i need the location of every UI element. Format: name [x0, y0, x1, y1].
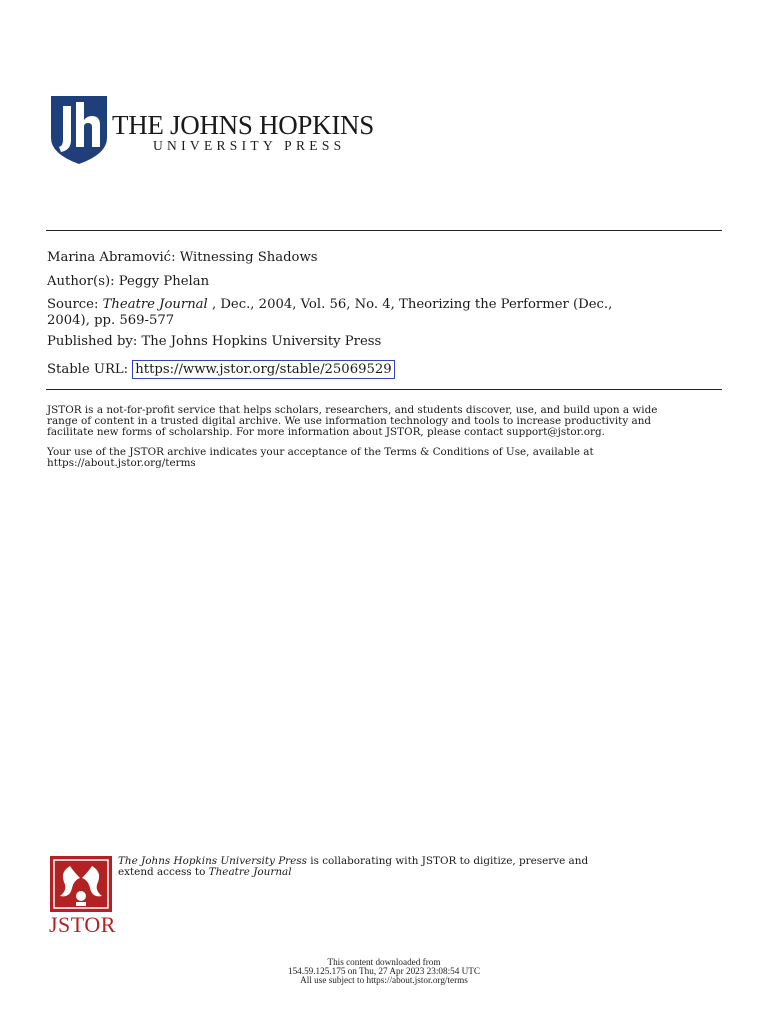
article-publisher: Published by: The Johns Hopkins University Press	[47, 334, 382, 349]
collab-prefix: extend access to	[118, 866, 209, 878]
stable-url-label: Stable URL:	[47, 362, 133, 377]
collab-publisher: The Johns Hopkins University Press	[118, 855, 307, 867]
source-journal: Theatre Journal	[102, 297, 208, 312]
stable-url-link[interactable]: https://www.jstor.org/stable/25069529	[132, 360, 394, 379]
terms-line-2: https://about.jstor.org/terms	[47, 457, 196, 469]
top-divider	[46, 230, 722, 231]
notice-line-2: range of content in a trusted digital archive. We use information technology and tools to increase productivity and	[47, 415, 652, 427]
footer-line-3: All use subject to https://about.jstor.org/terms	[300, 975, 468, 985]
source-prefix: Source:	[47, 297, 103, 312]
collab-middle: is collaborating with JSTOR to digitize, preserve and	[306, 855, 589, 867]
stable-url-row	[47, 362, 395, 378]
mid-divider	[46, 389, 722, 390]
terms-line-1: Your use of the JSTOR archive indicates your acceptance of the Terms & Conditions of Use, available at	[47, 446, 594, 458]
jstor-emblem-icon	[50, 856, 114, 912]
article-source	[47, 297, 612, 313]
article-title: Marina Abramović: Witnessing Shadows	[47, 250, 318, 265]
article-authors: Author(s): Peggy Phelan	[47, 274, 210, 289]
footer-line-2: 154.59.125.175 on Thu, 27 Apr 2023 23:08:54 UTC	[287, 966, 480, 976]
publisher-logo	[49, 96, 374, 166]
publisher-name: THE JOHNS HOPKINS	[112, 110, 374, 140]
notice-line-1: JSTOR is a not-for-profit service that helps scholars, researchers, and students discover, use, and build upon a wide	[47, 404, 658, 416]
article-source-line2: 2004), pp. 569-577	[47, 313, 175, 328]
jstor-wordmark: JSTOR	[49, 912, 116, 937]
collab-journal: Theatre Journal	[208, 866, 292, 878]
jh-shield-icon	[49, 96, 109, 164]
collab-line-2	[118, 867, 292, 878]
source-rest: , Dec., 2004, Vol. 56, No. 4, Theorizing the Performer (Dec.,	[207, 297, 613, 312]
publisher-subname: UNIVERSITY PRESS	[153, 138, 346, 153]
notice-line-3: facilitate new forms of scholarship. For more information about JSTOR, please contact support@jstor.org.	[47, 426, 605, 438]
footer-line-1: This content downloaded from	[327, 957, 441, 967]
